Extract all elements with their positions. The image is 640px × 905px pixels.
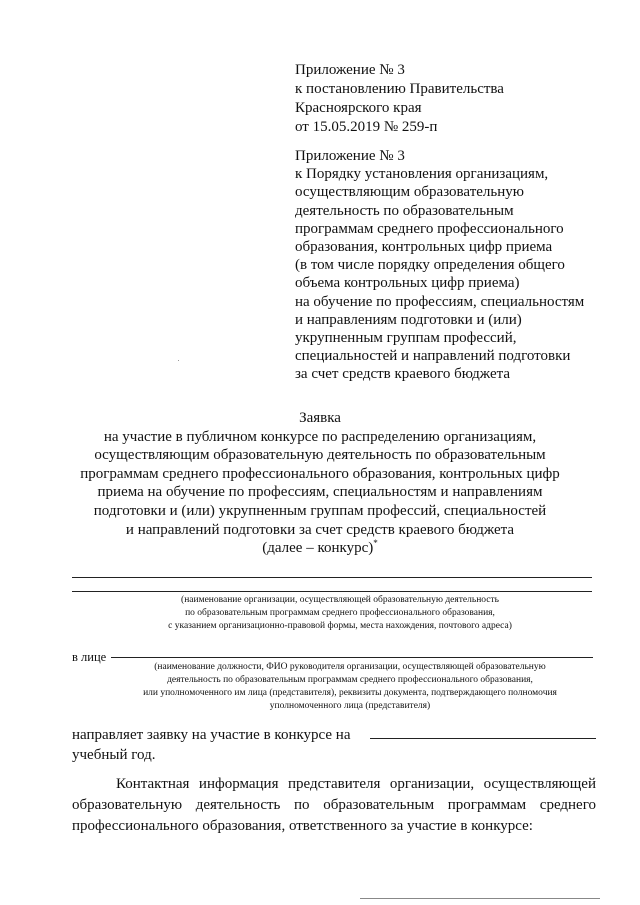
appendix-line: Приложение № 3 bbox=[295, 148, 405, 164]
organization-name-field-line-1[interactable] bbox=[72, 577, 592, 578]
appendix-line: осуществляющим образовательную bbox=[295, 184, 524, 201]
organization-field-caption bbox=[100, 594, 580, 633]
appendix-line: укрупненным группам профессий, bbox=[295, 330, 517, 347]
application-title-line: подготовки и (или) укрупненным группам профессий, специальностей bbox=[93, 502, 547, 519]
appendix-line: Приложение № 3 bbox=[295, 62, 405, 78]
appendix-line: объема контрольных цифр приема) bbox=[295, 275, 520, 292]
caption-line: (наименование организации, осуществляющей образовательную деятельность bbox=[181, 595, 499, 605]
appendix-line: специальностей и направлений подготовки bbox=[295, 348, 571, 365]
appendix-line: Красноярского края bbox=[295, 100, 422, 116]
application-title-line: осуществляющим образовательную деятельность по образовательным bbox=[94, 447, 546, 464]
contact-line: Контактная информация представителя организации, осуществляющей bbox=[116, 776, 596, 792]
organization-name-field-line-2[interactable] bbox=[72, 591, 592, 592]
application-title-line: на участие в публичном конкурсе по распределению организациям, bbox=[103, 428, 537, 445]
bottom-fill-line bbox=[360, 898, 600, 899]
application-title-line: приема на обучение по профессиям, специальностям и направлениям bbox=[97, 484, 543, 501]
in-person-label: в лице bbox=[72, 650, 107, 664]
appendix-line: программам среднего профессионального bbox=[295, 220, 564, 237]
appendix-line: от 15.05.2019 № 259-п bbox=[295, 119, 438, 135]
academic-year-field-line[interactable] bbox=[370, 738, 596, 739]
appendix-header-resolution bbox=[295, 61, 504, 137]
submit-statement bbox=[72, 725, 350, 765]
application-title: Заявка bbox=[299, 410, 341, 426]
application-title-suffix: (далее – конкурс) bbox=[262, 540, 374, 557]
application-title-line: программам среднего профессионального образования, контрольных цифр bbox=[80, 465, 560, 482]
appendix-line: к постановлению Правительства bbox=[295, 81, 504, 97]
contact-line: образовательную деятельность по образовательным программам среднего bbox=[72, 797, 596, 813]
application-title-last-line bbox=[60, 539, 580, 558]
representative-field-line[interactable] bbox=[111, 657, 593, 658]
caption-line: по образовательным программам среднего профессионального образования, bbox=[185, 608, 495, 618]
appendix-line: образования, контрольных цифр приема bbox=[295, 239, 553, 256]
appendix-header-procedure bbox=[295, 147, 584, 384]
appendix-line: за счет средств краевого бюджета bbox=[295, 366, 511, 383]
caption-line: уполномоченного лица (представителя) bbox=[269, 701, 431, 711]
appendix-line: деятельность по образовательным bbox=[295, 202, 514, 219]
scan-speck bbox=[178, 360, 179, 361]
application-title-block bbox=[60, 409, 580, 558]
appendix-line: на обучение по профессиям, специальностям bbox=[295, 293, 585, 310]
caption-line: деятельность по образовательным программам среднего профессионального образования, bbox=[167, 675, 533, 685]
representative-field-caption bbox=[100, 661, 600, 713]
contact-info-paragraph bbox=[72, 774, 596, 837]
appendix-line: (в том числе порядку определения общего bbox=[295, 257, 565, 274]
submit-line: направляет заявку на участие в конкурсе на bbox=[72, 727, 351, 743]
contact-line: профессионального образования, ответственного за участие в конкурсе: bbox=[72, 818, 533, 834]
application-title-line: и направлений подготовки за счет средств краевого бюджета bbox=[125, 521, 515, 538]
appendix-line: к Порядку установления организациям, bbox=[295, 166, 549, 183]
footnote-mark: * bbox=[373, 538, 378, 549]
submit-line: учебный год. bbox=[72, 747, 156, 763]
caption-line: или уполномоченного им лица (представителя), реквизиты документа, подтверждающего полномочия bbox=[143, 688, 557, 698]
caption-line: с указанием организационно-правовой формы, места нахождения, почтового адреса) bbox=[168, 621, 512, 631]
caption-line: (наименование должности, ФИО руководителя организации, осуществляющей образовательную bbox=[154, 662, 546, 672]
appendix-line: и направлениям подготовки и (или) bbox=[295, 311, 522, 328]
